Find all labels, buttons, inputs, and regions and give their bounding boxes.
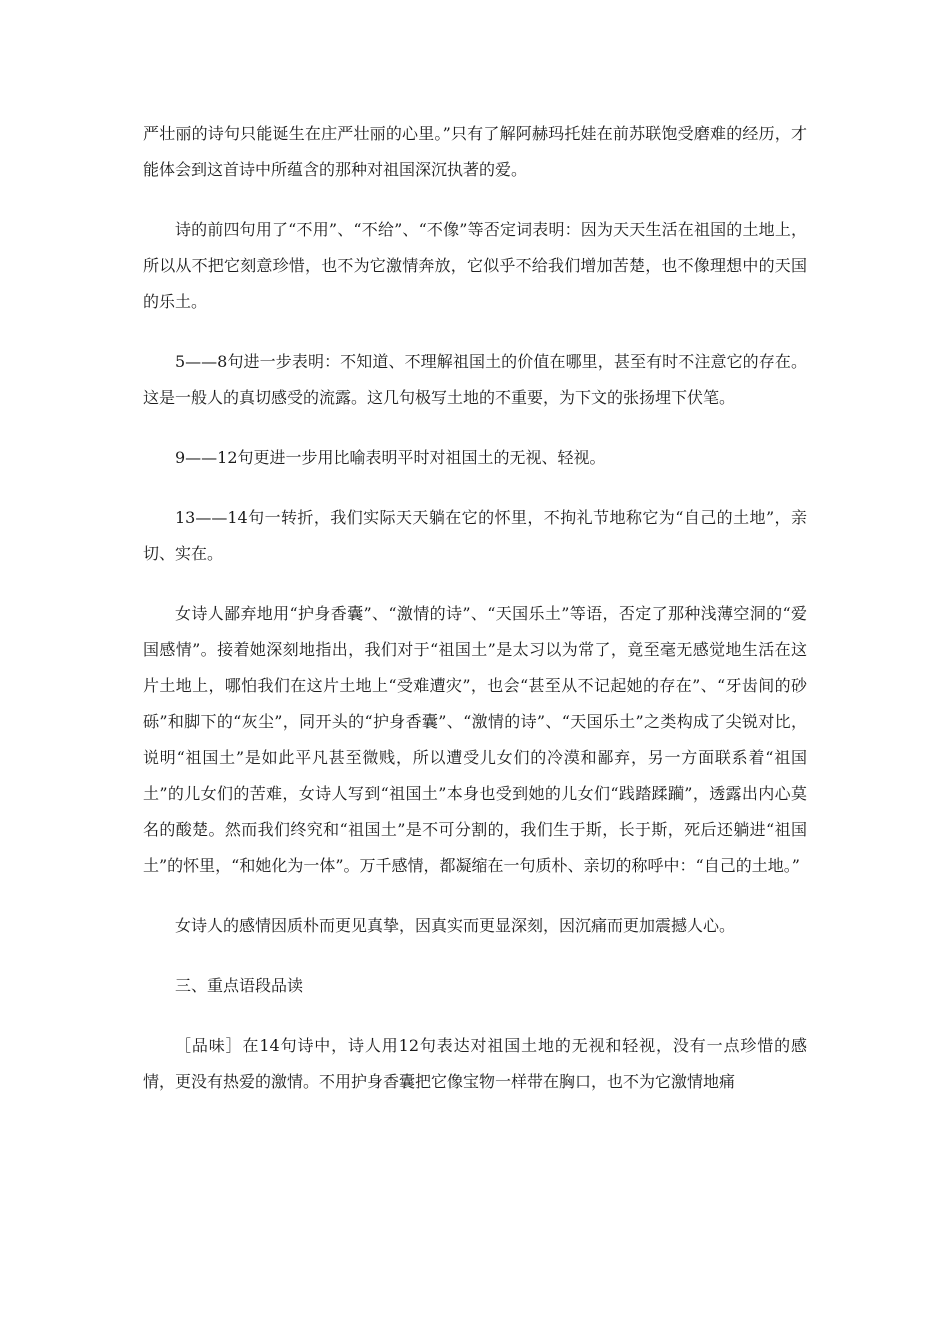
paragraph-lines-13-14: 13——14句一转折，我们实际天天躺在它的怀里，不拘礼节地称它为“自己的土地”，亲切、实在。	[143, 508, 807, 563]
paragraph-lines-1-4: 诗的前四句用了“不用”、“不给”、“不像”等否定词表明：因为天天生活在祖国的土地上，所以从不把它刻意珍惜，也不为它激情奔放，它似乎不给我们增加苦楚，也不像理想中的天国的乐土。	[143, 220, 807, 311]
paragraph-lines-9-12: 9——12句更进一步用比喻表明平时对祖国土的无视、轻视。	[175, 448, 606, 467]
paragraph-lines-5-8: 5——8句进一步表明：不知道、不理解祖国土的价值在哪里，甚至有时不注意它的存在。这是一般人的真切感受的流露。这几句极写土地的不重要，为下文的张扬埋下伏笔。	[143, 352, 807, 407]
paragraph-analysis: 女诗人鄙弃地用“护身香囊”、“激情的诗”、“天国乐土”等语，否定了那种浅薄空洞的“爱国感情”。接着她深刻地指出，我们对于“祖国土”是太习以为常了，竟至毫无感觉地生活在这片土地上，哪怕我们在这片土地上“受难遭灾”，也会“甚至从不记起她的存在”、“牙齿间的砂砾”和脚下的“灰尘”，同开头的“护身香囊”、“激情的诗”、“天国乐土”之类构成了尖锐对比，说明“祖国土”是如此平凡甚至微贱，所以遭受儿女们的冷漠和鄙弃，另一方面联系着“祖国土”的儿女们的苦难，女诗人写到“祖国土”本身也受到她的儿女们“践踏蹂躏”，透露出内心莫名的酸楚。然而我们终究和“祖国土”是不可分割的，我们生于斯，长于斯，死后还躺进“祖国土”的怀里，“和她化为一体”。万千感情，都凝缩在一句质朴、亲切的称呼中：“自己的土地。”	[143, 604, 807, 875]
paragraph-appreciation: ［品味］在14句诗中，诗人用12句表达对祖国土地的无视和轻视，没有一点珍惜的感情，更没有热爱的激情。不用护身香囊把它像宝物一样带在胸口，也不为它激情地痛	[143, 1036, 807, 1091]
paragraph-summary: 女诗人的感情因质朴而更见真挚，因真实而更显深刻，因沉痛而更加震撼人心。	[175, 916, 736, 935]
document-body	[143, 116, 807, 1124]
section-heading: 三、重点语段品读	[175, 976, 304, 995]
paragraph-continuation: 严壮丽的诗句只能诞生在庄严壮丽的心里。”只有了解阿赫玛托娃在前苏联饱受磨难的经历，才能体会到这首诗中所蕴含的那种对祖国深沉执著的爱。	[143, 124, 807, 179]
